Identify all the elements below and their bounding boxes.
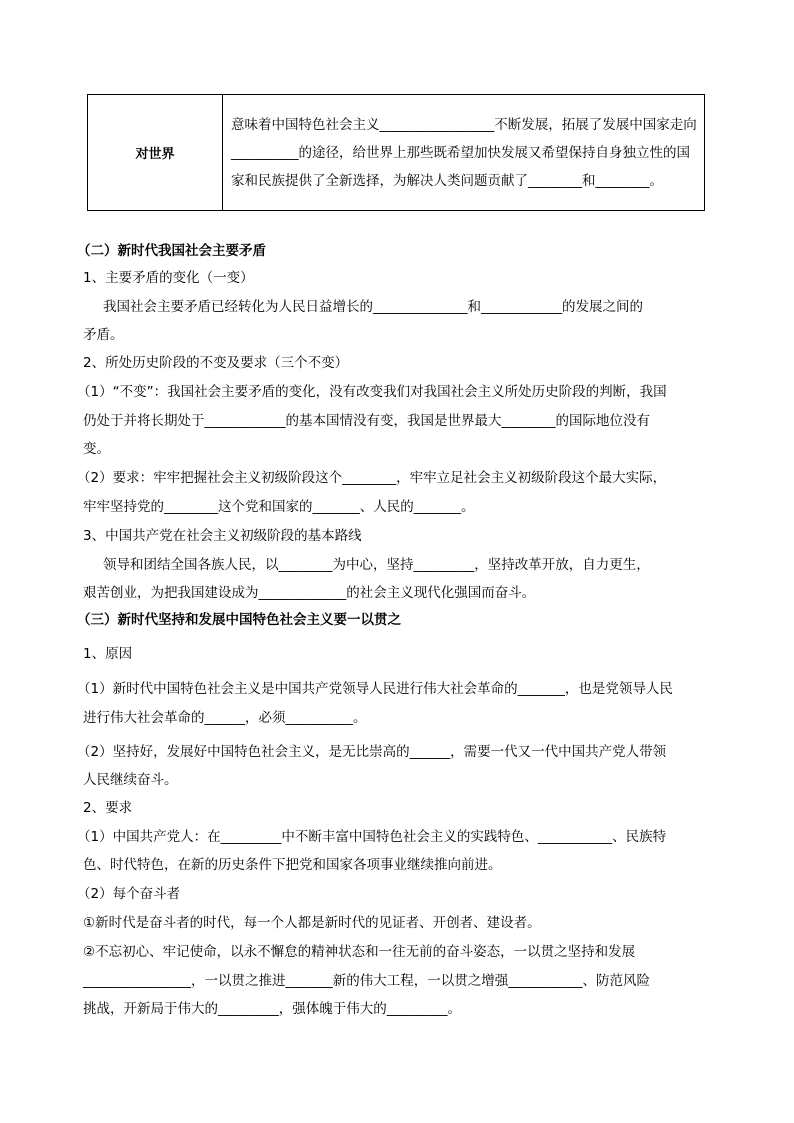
section-2-heading: （二）新时代我国社会主要矛盾 [77, 243, 266, 259]
paragraph-line: 牢牢坚持党的________这个党和国家的_______、人民的_______。 [83, 499, 475, 515]
paragraph-line: （1）“不变”：我国社会主要矛盾的变化，没有改变我们对我国社会主义所处历史阶段的判断，我国 [77, 384, 667, 400]
paragraph-line: ________________，一以贯之推进_______新的伟大工程，一以贯之增强___________、防范风险 [83, 973, 650, 989]
paragraph-line: 人民继续奋斗。 [83, 772, 178, 788]
paragraph-line: 矛盾。 [83, 327, 124, 343]
paragraph-line: 仍处于并将长期处于____________的基本国情没有变，我国是世界最大________的国际地位没有 [83, 413, 650, 429]
paragraph-line: 进行伟大社会革命的______，必须__________。 [83, 710, 367, 726]
paragraph-line: （2）要求：牢牢把握社会主义初级阶段这个________，牢牢立足社会主义初级阶段这个最大实际， [77, 470, 667, 486]
subheading-basic-line: 3、中国共产党在社会主义初级阶段的基本路线 [83, 528, 362, 544]
paragraph-line: （1）中国共产党人：在_________中不断丰富中国特色社会主义的实践特色、___________、民族特 [77, 829, 667, 845]
paragraph-line: ②不忘初心、牢记使命，以永不懈怠的精神状态和一往无前的奋斗姿态，一以贯之坚持和发展 [83, 944, 636, 960]
subheading-main-contradiction-change: 1、主要矛盾的变化（一变） [83, 270, 254, 286]
paragraph-line: 我国社会主要矛盾已经转化为人民日益增长的______________和____________的发展之间的 [103, 299, 643, 315]
subheading-historical-stage: 2、所处历史阶段的不变及要求（三个不变） [83, 355, 349, 371]
subheading-requirements: 2、要求 [83, 800, 133, 816]
paragraph-line: （1）新时代中国特色社会主义是中国共产党领导人民进行伟大社会革命的_______，也是党领导人民 [77, 681, 673, 697]
subheading-every-striver: （2）每个奋斗者 [77, 886, 181, 902]
subheading-reasons: 1、原因 [83, 646, 133, 662]
paragraph-line: ①新时代是奋斗者的时代，每一个人都是新时代的见证者、开创者、建设者。 [83, 915, 541, 931]
paragraph-line: 艰苦创业，为把我国建设成为_____________的社会主义现代化强国而奋斗。 [83, 585, 536, 601]
table-row-heading: 对世界 [88, 95, 223, 211]
paragraph-line: 变。 [83, 441, 110, 457]
paragraph-line: 领导和团结全国各族人民，以________为中心，坚持_________，坚持改革开放，自力更生， [103, 557, 650, 573]
paragraph-line: 挑战，开新局于伟大的_________，强体魄于伟大的_________。 [83, 1001, 461, 1017]
section-3-heading: （三）新时代坚持和发展中国特色社会主义要一以贯之 [77, 612, 401, 628]
paragraph-line: 色、时代特色，在新的历史条件下把党和国家各项事业继续推向前进。 [83, 857, 502, 873]
table-row-content: 意味着中国特色社会主义_________________不断发展，拓展了发展中国家走向__________的途径，给世界上那些既希望加快发展又希望保持自身独立性的国家和民族提供了全新选择，为解决人类问题贡献了________和________。 [223, 95, 705, 211]
paragraph-line: （2）坚持好，发展好中国特色社会主义，是无比崇高的______，需要一代又一代中国共产党人带领 [77, 744, 667, 760]
world-significance-table [87, 94, 705, 211]
